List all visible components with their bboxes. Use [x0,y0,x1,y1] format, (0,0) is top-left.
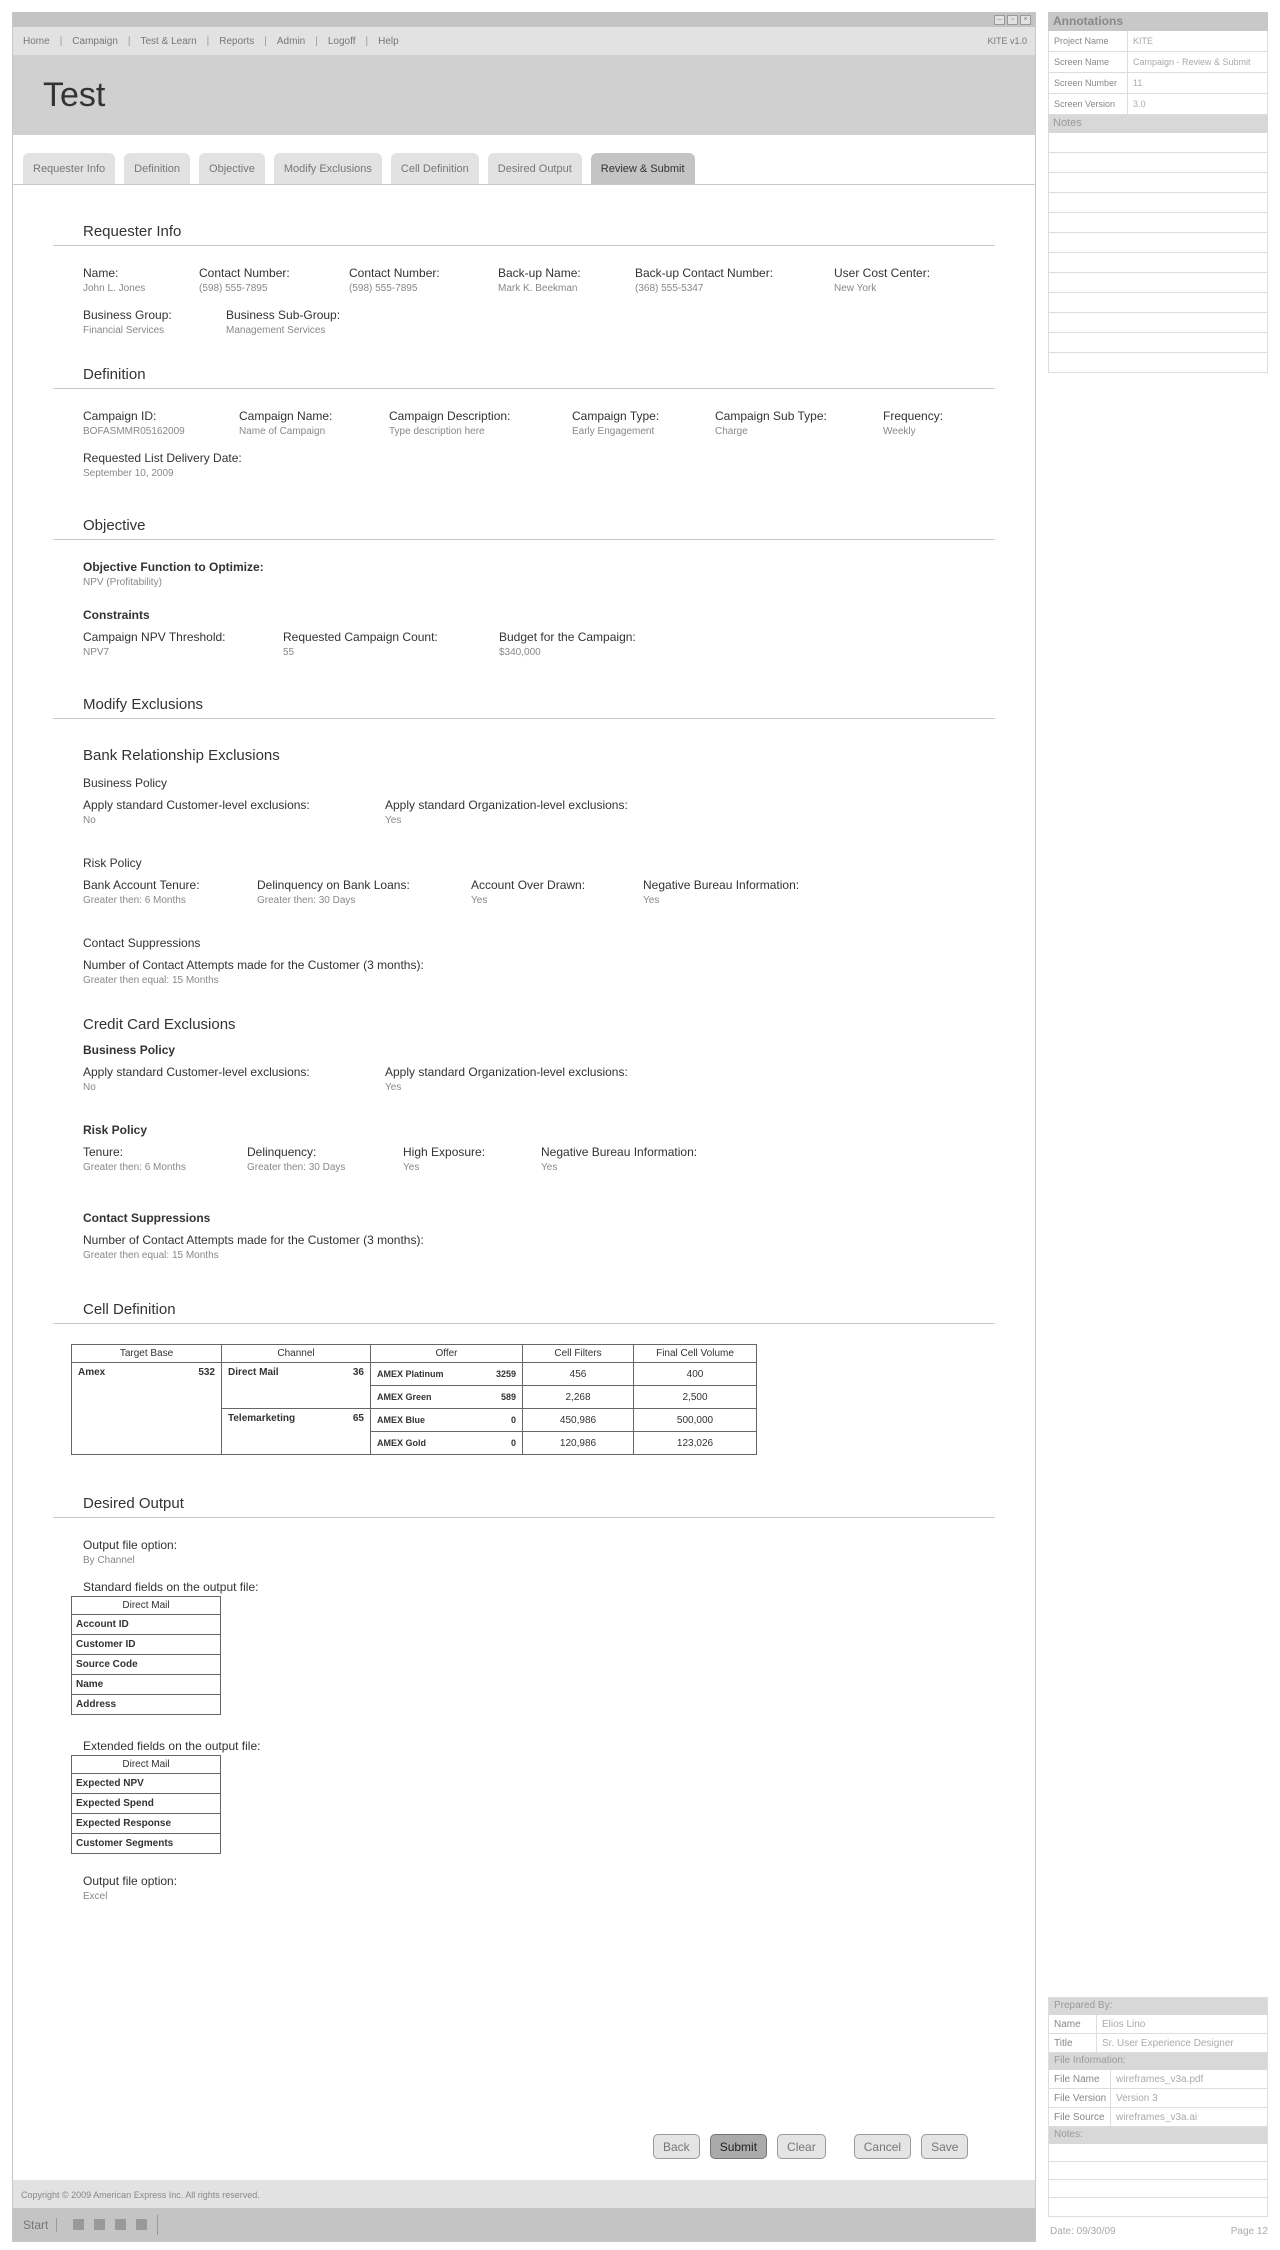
field-label: Number of Contact Attempts made for the Customer (3 months): [83,1233,424,1247]
col-target-base: Target Base [72,1345,222,1363]
field-value: Greater then: 6 Months [83,895,186,906]
action-buttons [653,2134,978,2159]
annotation-row [1049,73,1267,94]
cc-risk-policy-title: Risk Policy [83,1123,148,1137]
field-label: Frequency: [883,409,944,423]
annotation-key: Project Name [1049,31,1128,51]
tab-objective[interactable]: Objective [199,153,265,184]
table-header-row [72,1345,757,1363]
standard-fields-table [71,1596,221,1715]
nav-admin[interactable]: Admin [276,35,306,47]
bank-business-policy-title: Business Policy [83,776,168,790]
field-value: Excel [83,1891,108,1902]
field-label: Bank Account Tenure: [83,878,200,892]
offer-cell [371,1432,523,1455]
offer-cell [371,1386,523,1409]
cc-contact-row [53,1233,995,1261]
offer-count: 3259 [495,1369,516,1379]
annotation-row [1049,31,1267,52]
field-label: Back-up Contact Number: [635,266,774,280]
annotation-value: 3.0 [1133,99,1146,109]
field-value: Name of Campaign [239,426,326,437]
field-value: (598) 555-7895 [199,283,268,294]
prepared-value: Sr. User Experience Designer [1102,2037,1234,2049]
annotation-key: Screen Number [1049,73,1128,93]
final-volume-value: 400 [634,1363,757,1386]
field-label: Delinquency on Bank Loans: [257,878,410,892]
field-value: NPV7 [83,647,110,658]
bank-contact-row [53,958,995,986]
field-label: Apply standard Organization-level exclusions: [385,798,628,812]
annotation-key: Screen Version [1049,94,1128,114]
field-value: Weekly [883,426,916,437]
field-value: Yes [541,1162,558,1173]
field-label: Business Sub-Group: [226,308,341,322]
output-option-row [53,1538,995,1566]
nav-help[interactable]: Help [378,35,399,47]
final-volume-value: 123,026 [634,1432,757,1455]
field-label: Account Over Drawn: [471,878,586,892]
page-number: Page 12 [1230,2226,1268,2237]
annotations-title: Annotations [1048,12,1268,31]
table-row: Expected Spend [72,1794,221,1814]
field-value: By Channel [83,1555,135,1566]
prepared-key: Title [1049,2034,1097,2052]
task-icon[interactable] [136,2219,147,2230]
cell-filters-value: 120,986 [523,1432,634,1455]
field-value: $340,000 [499,647,541,658]
bank-contact-suppressions-title: Contact Suppressions [83,936,201,950]
nav-home[interactable]: Home [23,35,50,47]
table-row: Name [72,1675,221,1695]
maximize-icon[interactable]: ▫ [1007,15,1018,25]
cc-contact-suppressions-title: Contact Suppressions [83,1211,211,1225]
field-value: Financial Services [83,325,165,336]
file-key: File Source [1049,2108,1111,2126]
submit-button[interactable]: Submit [710,2134,767,2159]
field-label: Campaign Name: [239,409,333,423]
tab-definition[interactable]: Definition [124,153,190,184]
prepared-notes-title: Notes: [1049,2127,1267,2144]
nav-campaign[interactable]: Campaign [72,35,118,47]
offer-cell [371,1363,523,1386]
channel-cell [222,1409,371,1455]
channel-name: Telemarketing [228,1413,296,1424]
field-label: Delinquency: [247,1145,317,1159]
field-label: Apply standard Customer-level exclusions: [83,1065,310,1079]
nav-reports[interactable]: Reports [219,35,255,47]
page-title: Test [43,75,106,114]
main-window [12,12,1036,2242]
field-value: Type description here [389,426,485,437]
file-key: File Name [1049,2070,1111,2088]
col-offer: Offer [371,1345,523,1363]
constraints-title: Constraints [83,608,150,622]
table-row: Account ID [72,1615,221,1635]
clear-button[interactable]: Clear [777,2134,826,2159]
offer-name: AMEX Platinum [377,1369,444,1379]
field-label: Contact Number: [199,266,290,280]
field-value: BOFASMMR05162009 [83,426,185,437]
field-label: Contact Number: [349,266,440,280]
file-info-title: File Information: [1049,2053,1267,2070]
field-label: Campaign Description: [389,409,511,423]
annotation-row [1049,94,1267,115]
field-label: Negative Bureau Information: [643,878,800,892]
tab-desired-output[interactable]: Desired Output [488,153,582,184]
copyright: Copyright © 2009 American Express Inc. All rights reserved. [21,2190,260,2200]
field-label: Requested Campaign Count: [283,630,438,644]
tab-modify-exclusions[interactable]: Modify Exclusions [274,153,382,184]
requester-row-2 [53,308,995,336]
app-version: KITE v1.0 [987,36,1027,46]
field-label: Back-up Name: [498,266,581,280]
file-key: File Version [1049,2089,1111,2107]
annotations-panel [1048,12,1268,373]
col-final-cell-volume: Final Cell Volume [634,1345,757,1363]
annotation-row [1049,52,1267,73]
field-value: No [83,815,96,826]
field-value: John L. Jones [83,283,146,294]
field-label: Campaign Type: [572,409,660,423]
field-value: Yes [385,1082,402,1093]
field-label: Output file option: [83,1538,178,1552]
prepared-row [1049,2015,1267,2034]
cell-filters-value: 2,268 [523,1386,634,1409]
offer-cell [371,1409,523,1432]
offer-count: 0 [510,1415,516,1425]
file-row [1049,2070,1267,2089]
tab-requester-info[interactable]: Requester Info [23,153,115,184]
close-icon[interactable]: × [1020,15,1031,25]
annotation-value: Campaign - Review & Submit [1133,57,1251,67]
window-controls [994,15,1031,25]
bank-business-row [53,798,995,826]
page-header [13,55,1035,135]
field-value: Greater then: 30 Days [247,1162,346,1173]
annotation-value: KITE [1133,36,1154,46]
final-volume-value: 2,500 [634,1386,757,1409]
cc-exclusions-title: Credit Card Exclusions [83,1016,236,1033]
requester-info-title: Requester Info [53,223,995,246]
field-value: Yes [471,895,488,906]
bank-risk-policy-title: Risk Policy [83,856,142,870]
prepared-row [1049,2034,1267,2053]
field-value: Greater then: 6 Months [83,1162,186,1173]
field-label: Apply standard Customer-level exclusions: [83,798,310,812]
channel-count: 65 [352,1413,364,1424]
channel-cell [222,1363,371,1409]
field-value: 55 [283,647,295,658]
channel-name: Direct Mail [228,1367,279,1378]
field-value: Greater then equal: 15 Months [83,1250,219,1261]
table-row: Source Code [72,1655,221,1675]
task-icon[interactable] [115,2219,126,2230]
prepared-value: Elios Lino [1102,2018,1146,2030]
field-value: Yes [385,815,402,826]
file-value: wireframes_v3a.pdf [1116,2073,1204,2085]
start-button[interactable]: Start [23,2218,57,2232]
file-value: Version 3 [1116,2092,1158,2104]
cc-business-row [53,1065,995,1093]
field-label: Campaign Sub Type: [715,409,827,423]
content [13,223,1035,1902]
field-label: Negative Bureau Information: [541,1145,698,1159]
cancel-button[interactable]: Cancel [854,2134,911,2159]
field-value: Greater then: 30 Days [257,895,356,906]
channel-count: 36 [352,1367,364,1378]
field-label: User Cost Center: [834,266,931,280]
desired-output-title: Desired Output [53,1495,995,1518]
cell-filters-value: 450,986 [523,1409,634,1432]
field-value: Management Services [226,325,326,336]
field-value: New York [834,283,877,294]
objective-function [53,560,995,588]
field-value: Early Engagement [572,426,655,437]
tab-cell-definition[interactable]: Cell Definition [391,153,479,184]
objective-title: Objective [53,517,995,540]
annotation-key: Screen Name [1049,52,1128,72]
col-channel: Channel [222,1345,371,1363]
field-label: Campaign NPV Threshold: [83,630,226,644]
field-label: Requested List Delivery Date: [83,451,242,465]
offer-name: AMEX Gold [377,1438,426,1448]
cell-definition-title: Cell Definition [53,1301,995,1324]
minimize-icon[interactable]: – [994,15,1005,25]
definition-row-1 [53,409,995,437]
task-icon[interactable] [94,2219,105,2230]
back-button[interactable]: Back [653,2134,700,2159]
constraints-row [53,630,995,658]
field-label: Budget for the Campaign: [499,630,636,644]
modify-exclusions-title: Modify Exclusions [53,696,995,719]
cell-filters-value: 456 [523,1363,634,1386]
prepared-by-title: Prepared By: [1049,1998,1267,2015]
table-row: Customer ID [72,1635,221,1655]
field-value: Mark K. Beekman [498,283,578,294]
taskbar [13,2208,1035,2241]
page-date: Date: 09/30/09 [1050,2226,1116,2237]
table-row: Expected Response [72,1814,221,1834]
field-label: Campaign ID: [83,409,157,423]
field-label: High Exposure: [403,1145,486,1159]
field-value: (368) 555-5347 [635,283,704,294]
file-value: wireframes_v3a.ai [1116,2111,1198,2123]
offer-count: 0 [510,1438,516,1448]
field-value: No [83,1082,96,1093]
extended-fields-label: Extended fields on the output file: [83,1739,261,1753]
bank-exclusions-title: Bank Relationship Exclusions [83,747,280,764]
table-row: Address [72,1695,221,1715]
field-label: Business Group: [83,308,172,322]
bank-risk-row [53,878,995,906]
field-value: (598) 555-7895 [349,283,418,294]
final-volume-value: 500,000 [634,1409,757,1432]
field-label: Name: [83,266,119,280]
tab-bar [13,135,1035,185]
field-label: Apply standard Organization-level exclusions: [385,1065,628,1079]
save-button[interactable]: Save [921,2134,968,2159]
standard-fields-label: Standard fields on the output file: [83,1580,259,1594]
target-name: Amex [78,1367,106,1378]
target-base-cell [72,1363,222,1455]
tab-review-submit[interactable]: Review & Submit [591,153,695,184]
requester-row-1 [53,266,995,294]
target-count: 532 [198,1367,215,1378]
field-value: NPV (Profitability) [83,577,162,588]
extended-fields-table [71,1755,221,1854]
offer-name: AMEX Blue [377,1415,426,1425]
cell-definition-table [71,1344,757,1455]
prepared-by-panel [1048,1997,1268,2217]
field-value: Yes [403,1162,420,1173]
standard-fields-header: Direct Mail [72,1597,221,1615]
offer-count: 589 [500,1392,516,1402]
nav-logoff[interactable]: Logoff [327,35,356,47]
col-cell-filters: Cell Filters [523,1345,634,1363]
nav-test-learn[interactable]: Test & Learn [140,35,197,47]
field-label: Number of Contact Attempts made for the Customer (3 months): [83,958,424,972]
file-row [1049,2089,1267,2108]
table-row: Expected NPV [72,1774,221,1794]
field-value: September 10, 2009 [83,468,174,479]
file-row [1049,2108,1267,2127]
field-label: Objective Function to Optimize: [83,560,264,574]
field-value: Greater then equal: 15 Months [83,975,219,986]
definition-row-2 [53,451,995,479]
table-row [72,1363,757,1386]
page-footer [1050,2226,1268,2237]
annotation-value: 11 [1133,78,1143,88]
output-option-2-row [53,1874,995,1902]
definition-title: Definition [53,366,995,389]
field-value: Charge [715,426,748,437]
task-icon[interactable] [73,2219,84,2230]
prepared-key: Name [1049,2015,1097,2033]
field-value: Yes [643,895,660,906]
table-row: Customer Segments [72,1834,221,1854]
field-label: Output file option: [83,1874,178,1888]
footer [13,2180,1035,2208]
cc-risk-row [53,1145,995,1173]
offer-name: AMEX Green [377,1392,432,1402]
extended-fields-header: Direct Mail [72,1756,221,1774]
field-label: Tenure: [83,1145,124,1159]
cc-business-policy-title: Business Policy [83,1043,176,1057]
annotations-notes-title: Notes [1048,115,1268,133]
title-bar [13,13,1035,27]
top-nav: Home | Campaign | Test & Learn | Reports | Admin | Logoff | Help KITE v1.0 [13,27,1035,55]
